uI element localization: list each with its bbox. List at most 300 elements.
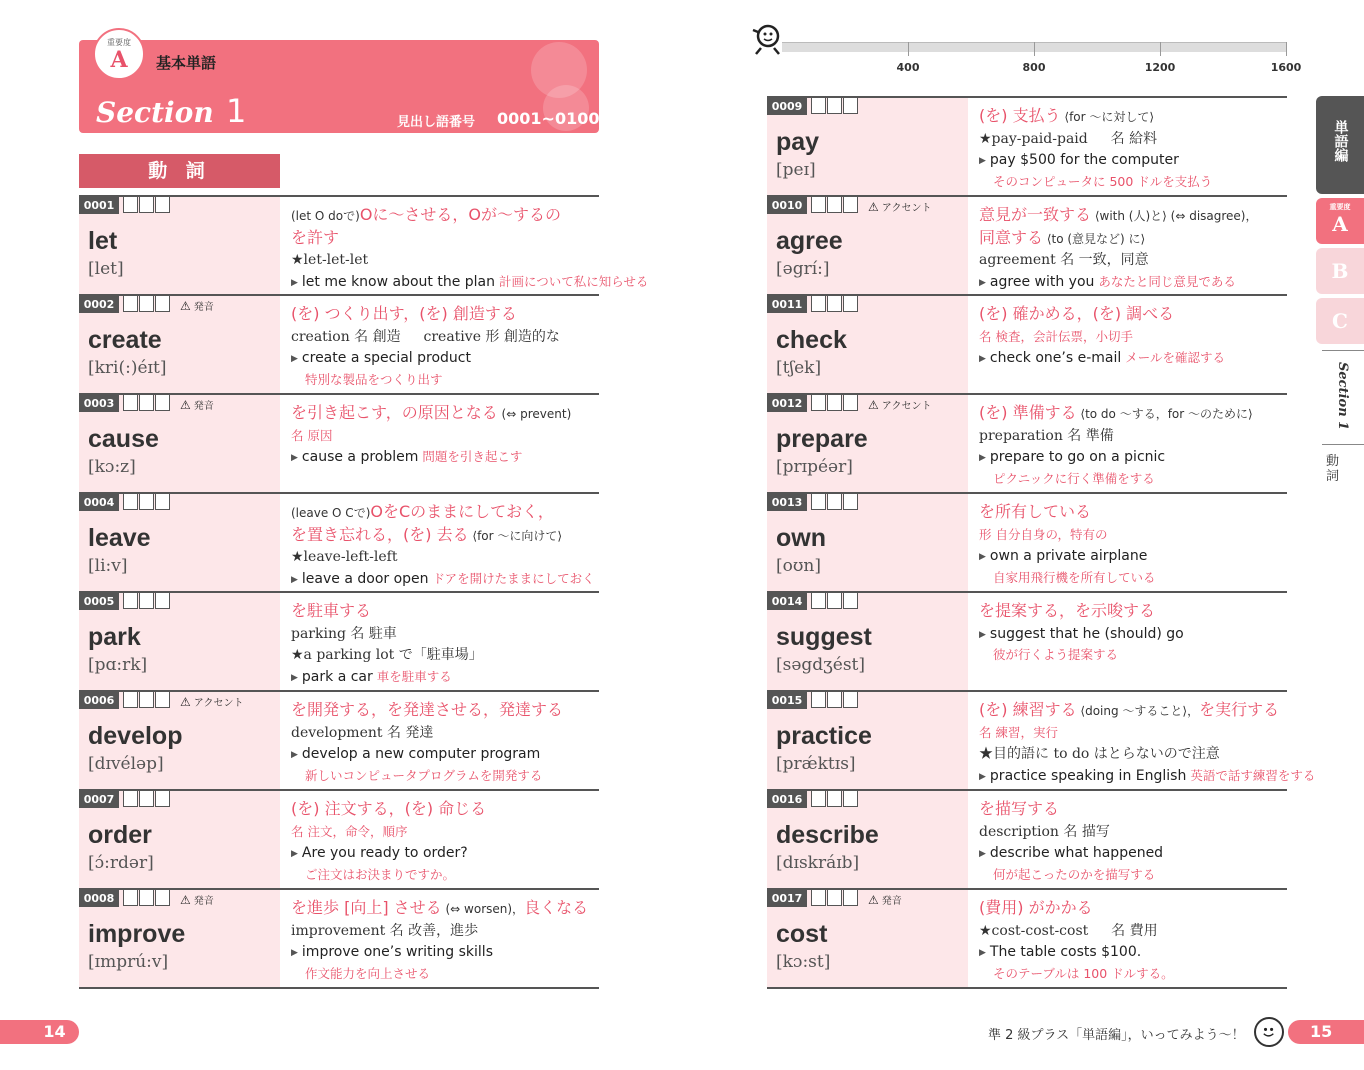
entry-number: 0004 — [79, 494, 119, 511]
warning-note: ⚠ 発音 — [180, 892, 214, 907]
word-panel — [767, 890, 968, 987]
example-translation: 問題を引き起こす — [422, 449, 523, 464]
meaning: を実行する — [1199, 700, 1280, 719]
example-sentence: ▶ park a car — [291, 669, 373, 685]
meaning: を置き忘れる，(を) 去る — [291, 524, 469, 544]
example-sentence: ▶ own a private airplane — [979, 548, 1147, 564]
definition-line — [291, 403, 599, 426]
review-checkbox[interactable] — [155, 494, 170, 510]
footer-caption: 準 2 級プラス「単語編」，いってみよう～！ — [988, 1028, 1245, 1043]
review-checkbox[interactable] — [811, 593, 826, 609]
meaning: を所有している — [979, 502, 1092, 521]
entry-number: 0005 — [79, 593, 119, 610]
definition-panel — [979, 106, 1287, 193]
range-value: 0001~0100 — [497, 109, 600, 128]
review-checkbox[interactable] — [811, 494, 826, 510]
definition-line — [979, 447, 1287, 469]
word-entry — [79, 690, 599, 789]
derivative: ★pay-paid-paid 名 給料 — [979, 130, 1158, 147]
review-checkbox[interactable] — [827, 395, 842, 411]
review-checkbox[interactable] — [827, 296, 842, 312]
usage-note: ⟨to (意見など) に⟩ — [1043, 231, 1146, 246]
headword: check — [776, 326, 847, 354]
definition-panel — [291, 304, 599, 391]
related-meaning: 形 自分自身の，特有の — [979, 526, 1108, 542]
definition-panel — [291, 601, 599, 688]
meaning: を引き起こす，の原因となる — [291, 403, 498, 422]
review-checkbox[interactable] — [827, 197, 842, 213]
review-checkbox[interactable] — [843, 395, 858, 411]
pronunciation: [kri(:)éɪt] — [88, 358, 167, 378]
definition-line — [979, 327, 1287, 349]
review-checkbox[interactable] — [139, 296, 154, 312]
word-panel — [79, 296, 280, 393]
review-checkbox[interactable] — [827, 593, 842, 609]
review-checkbox[interactable] — [843, 692, 858, 708]
definition-panel — [291, 700, 599, 787]
range-label: 見出し語番号 — [397, 115, 476, 130]
review-checkbox[interactable] — [123, 296, 138, 312]
review-checkbox[interactable] — [139, 890, 154, 906]
review-checkbox[interactable] — [827, 890, 842, 906]
pronunciation: [əgrí:] — [776, 259, 830, 279]
definition-line — [979, 568, 1287, 590]
headword: create — [88, 326, 162, 354]
meaning: (を) 注文する，(を) 命じる — [291, 799, 487, 818]
review-checkbox[interactable] — [843, 791, 858, 807]
review-checkbox[interactable] — [811, 791, 826, 807]
review-checkbox[interactable] — [123, 197, 138, 213]
meaning: (を) 支払う — [979, 106, 1061, 125]
definition-line — [979, 645, 1287, 667]
definition-line — [979, 403, 1287, 426]
warning-note: ⚠ 発音 — [180, 397, 214, 412]
definition-line — [291, 426, 599, 448]
example-sentence: ▶ The table costs $100. — [979, 944, 1141, 960]
entry-number: 0010 — [767, 197, 807, 214]
word-entry — [767, 492, 1287, 591]
pronunciation: [peɪ] — [776, 160, 816, 180]
meaning: を開発する，を発達させる，発達する — [291, 700, 564, 719]
definition-line — [979, 172, 1287, 194]
meaning: を進歩 [向上] させる — [291, 898, 442, 917]
tab-a-letter: A — [1332, 212, 1348, 236]
word-panel — [79, 791, 280, 888]
review-checkbox[interactable] — [843, 98, 858, 114]
definition-panel — [979, 601, 1287, 667]
usage-note: ⟨for ～に向けて⟩ — [468, 528, 563, 543]
word-panel — [767, 791, 968, 888]
headword: develop — [88, 722, 183, 750]
word-entry — [767, 195, 1287, 294]
definition-line — [979, 426, 1287, 448]
usage-pattern: (let O doで) — [291, 209, 360, 223]
review-checkbox[interactable] — [155, 692, 170, 708]
meaning: を許す — [291, 227, 340, 247]
definition-line — [291, 723, 599, 745]
definition-line — [979, 150, 1287, 172]
meaning: 良くなる — [524, 898, 589, 917]
word-panel — [79, 395, 280, 492]
derivative: ★目的語に to do はとらないので注意 — [979, 746, 1220, 762]
example-translation: 自家用飛行機を所有している — [993, 569, 1156, 585]
definition-panel — [979, 799, 1287, 886]
definition-panel — [979, 304, 1287, 370]
review-checkbox[interactable] — [155, 890, 170, 906]
definition-line — [979, 546, 1287, 568]
example-sentence: ▶ check one’s e-mail — [979, 350, 1121, 366]
column-bottom-rule — [79, 987, 599, 989]
progress-tick — [1160, 42, 1161, 56]
meaning: OをCのままにしておく， — [370, 502, 554, 521]
entry-number: 0006 — [79, 692, 119, 709]
derivative: description 名 描写 — [979, 823, 1110, 840]
definition-line — [979, 272, 1287, 294]
derivative: parking 名 駐車 — [291, 625, 397, 642]
warning-note: ⚠ アクセント — [180, 694, 243, 709]
review-checkbox[interactable] — [123, 593, 138, 609]
warning-note: ⚠ アクセント — [868, 397, 931, 412]
usage-note: ⟨to do ～する，for ～のために⟩ — [1076, 407, 1253, 421]
definition-panel — [979, 205, 1287, 293]
related-meaning: 名 注文，命令，順序 — [291, 823, 408, 839]
definition-panel — [979, 898, 1287, 985]
example-translation: そのテーブルは 100 ドルする。 — [993, 965, 1174, 981]
word-panel — [767, 296, 968, 393]
example-sentence: ▶ develop a new computer program — [291, 746, 540, 762]
definition-line — [979, 502, 1287, 525]
definition-line — [979, 624, 1287, 646]
pronunciation: [li:v] — [88, 556, 128, 576]
side-pos-label: 動詞 — [1326, 454, 1340, 484]
definition-line — [979, 964, 1287, 986]
derivative: ★a parking lot で「駐車場」 — [291, 647, 483, 663]
word-entry — [79, 294, 599, 393]
definition-line — [979, 228, 1287, 251]
definition-line — [291, 645, 599, 667]
word-entry — [767, 591, 1287, 690]
meaning: 意見が一致する — [979, 205, 1092, 224]
review-checkbox[interactable] — [827, 791, 842, 807]
word-entry — [79, 492, 599, 591]
pronunciation: [oʊn] — [776, 556, 821, 576]
side-section-label: Section 1 — [1335, 362, 1350, 431]
example-translation: 英語で話す練習をする — [1190, 767, 1316, 783]
headword: suggest — [776, 623, 872, 651]
review-checkbox[interactable] — [155, 791, 170, 807]
example-sentence: ▶ pay $500 for the computer — [979, 152, 1179, 168]
definition-line — [291, 304, 599, 327]
definition-line — [291, 569, 599, 591]
example-translation: 計画について私に知らせる — [499, 273, 649, 289]
definition-line — [291, 228, 599, 251]
review-checkbox[interactable] — [155, 593, 170, 609]
definition-panel — [291, 403, 599, 469]
usage-note: ⟨with (人)と⟩ (⇔ disagree)， — [1091, 209, 1258, 223]
headword: leave — [88, 524, 151, 552]
importance-label: 重要度 — [107, 38, 131, 47]
word-entry — [79, 393, 599, 492]
progress-tick — [1286, 42, 1287, 56]
word-entry — [767, 294, 1287, 393]
side-divider — [1322, 350, 1364, 351]
word-entry — [79, 591, 599, 690]
derivative: ★let-let-let — [291, 252, 369, 268]
word-panel — [767, 692, 968, 789]
definition-line — [291, 799, 599, 822]
entry-number: 0001 — [79, 197, 119, 214]
definition-line — [979, 942, 1287, 964]
definition-line — [291, 250, 599, 272]
entry-number: 0014 — [767, 593, 807, 610]
definition-line — [979, 744, 1287, 766]
example-sentence: ▶ agree with you — [979, 274, 1094, 290]
definition-line — [979, 469, 1287, 491]
review-checkbox[interactable] — [843, 890, 858, 906]
word-panel — [79, 197, 280, 294]
derivative: ★cost-cost-cost 名 費用 — [979, 922, 1158, 939]
definition-line — [979, 921, 1287, 943]
word-entry — [767, 888, 1287, 987]
related-meaning: 名 原因 — [291, 427, 333, 443]
definition-line — [979, 898, 1287, 921]
review-checkbox[interactable] — [155, 395, 170, 411]
review-checkbox[interactable] — [827, 98, 842, 114]
warning-note: ⚠ 発音 — [180, 298, 214, 313]
related-meaning: 名 練習，実行 — [979, 724, 1058, 740]
example-translation: メールを確認する — [1125, 350, 1226, 365]
word-panel — [767, 395, 968, 492]
review-checkbox[interactable] — [123, 890, 138, 906]
word-entry — [767, 690, 1316, 789]
definition-line — [291, 205, 599, 228]
word-panel — [767, 197, 968, 294]
section-number: 1 — [226, 92, 247, 130]
review-checkbox[interactable] — [139, 593, 154, 609]
word-entry — [79, 195, 649, 294]
headword: own — [776, 524, 826, 552]
review-checkbox[interactable] — [811, 197, 826, 213]
definition-line — [291, 624, 599, 646]
example-sentence: ▶ create a special product — [291, 350, 471, 366]
review-checkbox[interactable] — [827, 692, 842, 708]
example-translation: 新しいコンピュータプログラムを開発する — [305, 767, 543, 783]
review-checkbox[interactable] — [155, 197, 170, 213]
word-panel — [79, 692, 280, 789]
meaning: Oに～させる，Oが～するの — [359, 205, 562, 224]
pronunciation: [prɪpéər] — [776, 457, 853, 477]
tab-importance-c[interactable]: C — [1316, 298, 1364, 344]
review-checkbox[interactable] — [139, 494, 154, 510]
entry-number: 0012 — [767, 395, 807, 412]
review-checkbox[interactable] — [843, 593, 858, 609]
section-label: Section — [96, 96, 214, 129]
example-sentence: ▶ leave a door open — [291, 571, 429, 587]
definition-panel — [291, 502, 599, 590]
review-checkbox[interactable] — [123, 494, 138, 510]
headword: pay — [776, 128, 820, 156]
example-sentence: ▶ improve one’s writing skills — [291, 944, 493, 960]
definition-line — [291, 942, 599, 964]
tab-a-caption: 重要度 — [1329, 203, 1351, 211]
warning-note: ⚠ 発音 — [868, 892, 902, 907]
tab-vocabulary-label: 単語編 — [1332, 120, 1349, 162]
review-checkbox[interactable] — [139, 197, 154, 213]
meaning: (費用) がかかる — [979, 898, 1093, 917]
review-checkbox[interactable] — [827, 494, 842, 510]
review-checkbox[interactable] — [139, 692, 154, 708]
headword: describe — [776, 821, 879, 849]
headword: prepare — [776, 425, 868, 453]
definition-line — [291, 272, 649, 294]
example-translation: ピクニックに行く準備をする — [993, 470, 1155, 486]
definition-line — [979, 129, 1287, 151]
word-entry — [767, 393, 1287, 492]
tab-vocabulary[interactable] — [1316, 96, 1364, 194]
definition-line — [291, 865, 599, 887]
example-translation: 何が起こったのかを描写する — [993, 866, 1156, 882]
word-panel — [767, 593, 968, 690]
definition-line — [979, 843, 1287, 865]
usage-note: (⇔ prevent) — [497, 407, 572, 421]
review-checkbox[interactable] — [139, 395, 154, 411]
headword: agree — [776, 227, 843, 255]
definition-panel — [291, 898, 599, 985]
entry-number: 0017 — [767, 890, 807, 907]
headword: improve — [88, 920, 186, 948]
definition-line — [291, 447, 599, 469]
definition-line — [979, 106, 1287, 129]
review-checkbox[interactable] — [123, 692, 138, 708]
definition-panel — [291, 799, 599, 886]
entry-number: 0007 — [79, 791, 119, 808]
review-checkbox[interactable] — [123, 395, 138, 411]
definition-line — [979, 865, 1287, 887]
warning-note: ⚠ アクセント — [868, 199, 931, 214]
definition-line — [979, 723, 1287, 745]
word-entry — [79, 789, 599, 888]
pronunciation: [ɪmprú:v] — [88, 952, 169, 972]
derivative: preparation 名 準備 — [979, 427, 1114, 444]
entry-number: 0008 — [79, 890, 119, 907]
word-entry — [767, 789, 1287, 888]
entries-right-column — [767, 96, 1316, 989]
definition-panel — [291, 205, 649, 293]
entry-number: 0015 — [767, 692, 807, 709]
definition-line — [291, 898, 599, 921]
usage-note: ⟨doing ～すること⟩， — [1076, 704, 1200, 718]
review-checkbox[interactable] — [843, 494, 858, 510]
mascot-icon — [752, 22, 782, 56]
example-sentence: ▶ describe what happened — [979, 845, 1163, 861]
entry-number: 0011 — [767, 296, 807, 313]
review-checkbox[interactable] — [811, 890, 826, 906]
entry-number: 0003 — [79, 395, 119, 412]
definition-line — [291, 547, 599, 569]
usage-pattern: (leave O Cで) — [291, 506, 371, 520]
review-checkbox[interactable] — [155, 296, 170, 312]
derivative: ★leave-left-left — [291, 549, 398, 565]
word-panel — [79, 593, 280, 690]
definition-line — [291, 822, 599, 844]
pronunciation: [let] — [88, 259, 124, 279]
pronunciation: [kɔ:z] — [88, 457, 136, 477]
pronunciation: [səgdʒést] — [776, 655, 866, 675]
headword: cost — [776, 920, 828, 948]
example-translation: 作文能力を向上させる — [305, 965, 431, 981]
headword: let — [88, 227, 118, 255]
review-checkbox[interactable] — [843, 296, 858, 312]
review-checkbox[interactable] — [843, 197, 858, 213]
definition-line — [291, 601, 599, 624]
definition-line — [979, 700, 1287, 723]
review-checkbox[interactable] — [811, 395, 826, 411]
definition-line — [979, 348, 1287, 370]
definition-panel — [979, 403, 1287, 490]
meaning: (を) 準備する — [979, 403, 1077, 422]
related-meaning: 名 検査，会計伝票，小切手 — [979, 328, 1133, 344]
example-sentence: ▶ practice speaking in English — [979, 768, 1186, 784]
example-sentence: ▶ let me know about the plan — [291, 274, 495, 290]
review-checkbox[interactable] — [811, 98, 826, 114]
definition-line — [291, 843, 599, 865]
definition-line — [291, 348, 599, 370]
example-translation: 彼が行くよう提案する — [993, 647, 1119, 662]
meaning: を描写する — [979, 799, 1060, 818]
usage-note: ⟨for ～に対して⟩ — [1060, 110, 1155, 124]
entry-number: 0009 — [767, 98, 807, 115]
review-checkbox[interactable] — [139, 791, 154, 807]
pronunciation: [ɔ́:rdər] — [88, 853, 154, 873]
review-checkbox[interactable] — [811, 692, 826, 708]
example-translation: ご注文はお決まりですか。 — [305, 866, 456, 882]
definition-line — [979, 304, 1287, 327]
progress-tick — [908, 42, 909, 56]
definition-line — [979, 822, 1287, 844]
example-translation: そのコンピュータに 500 ドルを支払う — [993, 173, 1213, 189]
page-number-left: 14 — [0, 1020, 79, 1044]
tab-importance-a[interactable] — [1316, 198, 1364, 244]
meaning: 同意する — [979, 227, 1044, 247]
progress-tick-label: 800 — [1022, 61, 1046, 74]
pronunciation: [kɔ:st] — [776, 952, 831, 972]
derivative: development 名 発達 — [291, 724, 434, 741]
review-checkbox[interactable] — [123, 791, 138, 807]
derivative: creation 名 創造 creative 形 創造的な — [291, 328, 560, 345]
example-sentence: ▶ suggest that he (should) go — [979, 626, 1184, 642]
meaning: を駐車する — [291, 601, 372, 620]
definition-line — [291, 921, 599, 943]
usage-note: (⇔ worsen)， — [441, 902, 525, 916]
definition-panel — [979, 700, 1316, 787]
definition-line — [979, 766, 1316, 788]
word-panel — [79, 890, 280, 987]
entry-number: 0002 — [79, 296, 119, 313]
definition-line — [291, 667, 599, 689]
side-divider — [1322, 444, 1364, 445]
part-of-speech-heading: 動 詞 — [79, 154, 280, 188]
review-checkbox[interactable] — [811, 296, 826, 312]
definition-line — [979, 525, 1287, 547]
headword: park — [88, 623, 141, 651]
progress-tick-label: 400 — [896, 61, 920, 74]
tab-importance-b[interactable]: B — [1316, 248, 1364, 294]
column-bottom-rule — [767, 987, 1287, 989]
meaning: (を) つくり出す，(を) 創造する — [291, 304, 517, 323]
meaning: を提案する，を示唆する — [979, 601, 1156, 620]
importance-badge — [93, 28, 145, 80]
pronunciation: [prǽktɪs] — [776, 754, 856, 774]
